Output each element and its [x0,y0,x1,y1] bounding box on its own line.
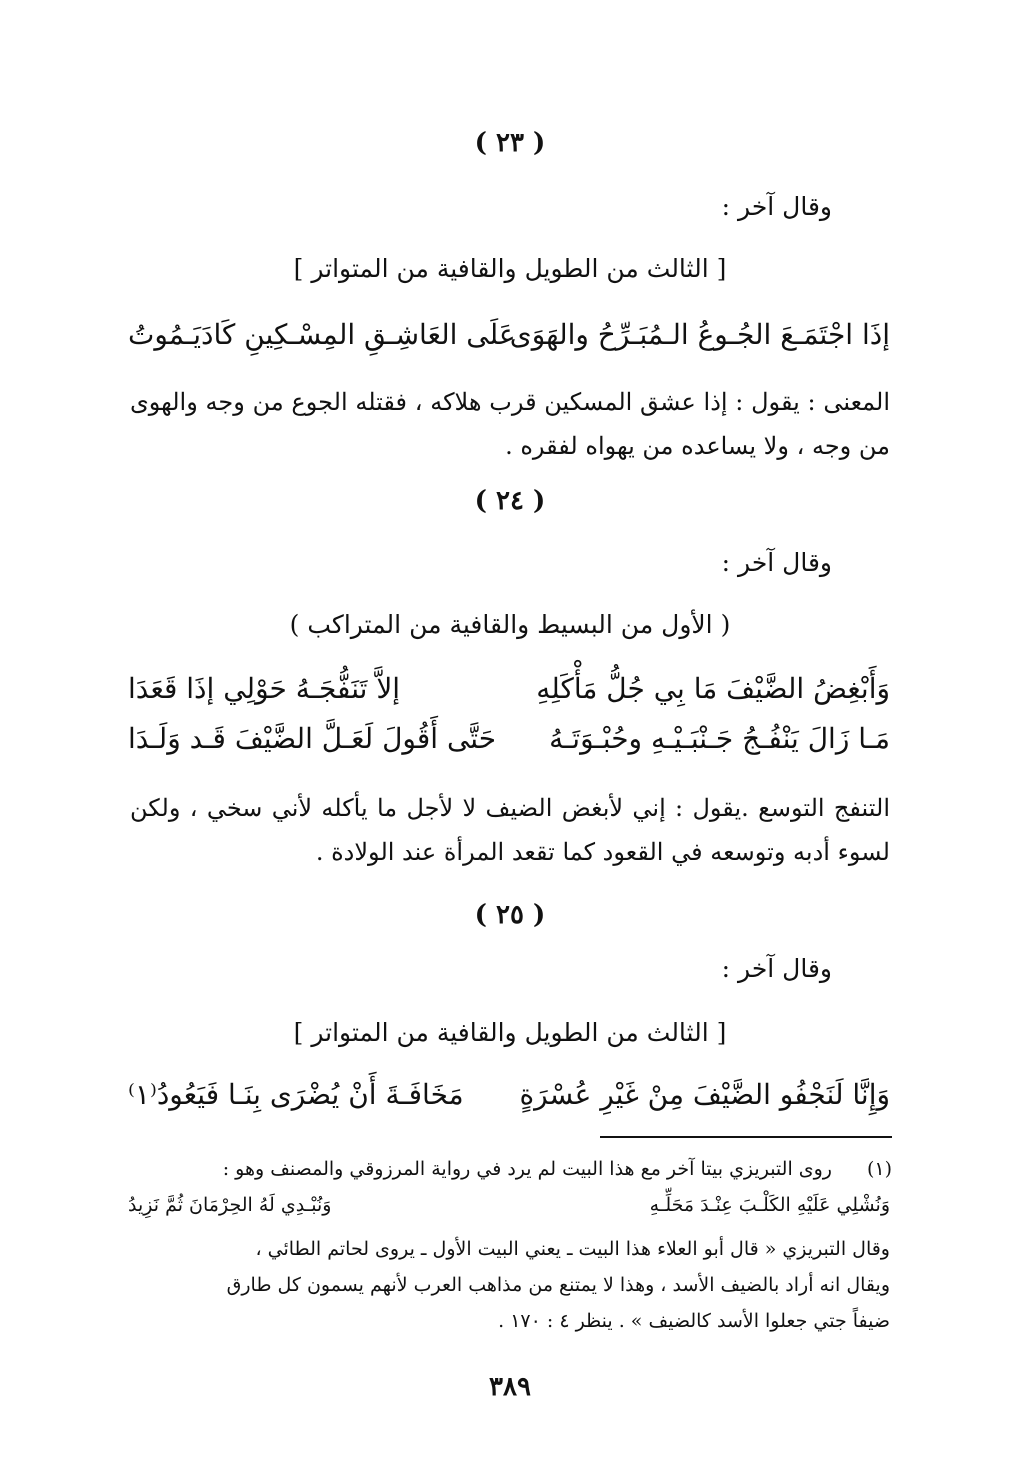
footnote-separator [600,1136,892,1138]
verse-23-1-first-hemistich: إذَا اجْتَمَـعَ الجُـوعُ الـمُبَـرِّحُ والهَوَى [509,318,890,351]
section-number-23: ( ٢٣ ) [474,128,546,158]
meter-label-25: [ الثالث من الطويل والقافية من المتواتر ] [293,1018,727,1047]
verse-24-2-first-hemistich: مَـا زَالَ يَنْفُـجُ جَـنْبَـيْـهِ وحُبْـوَتَـهُ [549,722,890,755]
verse-25-1-second-hemistich: مَخَافَـةَ أَنْ يُضْرَى بِنَـا فَيَعُودُ⁽١⁾ [128,1078,464,1111]
section-intro-24: وقال آخر : [721,548,832,577]
footnote-line-2: وقال التبريزي « قال أبو العلاء هذا البيت ـ يعني البيت الأول ـ يروى لحاتم الطائي ، [255,1238,890,1260]
verse-25-1-first-hemistich: وَإِنَّا لَنَجْفُو الضَّيْفَ مِنْ غَيْرِ عُسْرَةٍ [519,1078,890,1111]
verse-23-1-second-hemistich: عَلَى العَاشِـقِ المِسْـكِينِ كَادَيَـمُوتُ [128,318,516,351]
meter-label-23: [ الثالث من الطويل والقافية من المتواتر ] [293,254,727,283]
verse-24-1-first-hemistich: وَأَبْغِضُ الضَّيْفَ مَا بِي جُلُّ مَأْكَلِهِ [536,672,890,705]
commentary-24: التنفج التوسع .يقول : إني لأبغض الضيف لا لأجل ما يأكله لأني سخي ، ولكن لسوء أدبه وتوسعه في القعود كما تقعد المرأة عند الولادة . [130,794,890,866]
commentary-23: المعنى : يقول : إذا عشق المسكين قرب هلاكه ، فقتله الجوع من وجه والهوى من وجه ، ولا يساعده من يهواه لفقره . [130,388,891,460]
footnote-verse-first-hemistich: وَنُشْلِي عَلَيْهِ الكَلْـبَ عِنْـدَ مَحَلِّـهِ [649,1194,890,1216]
meter-label-24: ( الأول من البسيط والقافية من المتراكب ) [289,610,731,639]
section-intro-23: وقال آخر : [721,192,832,221]
section-number-24: ( ٢٤ ) [474,486,546,516]
footnote-verse-second-hemistich: وَنُبْـدِي لَهُ الحِرْمَانَ ثُمَّ نَزِيدُ [128,1194,332,1216]
footnote-line-4: ضيفاً جتي جعلوا الأسد كالضيف » . ينظر ٤ : ١٧٠ . [498,1310,890,1332]
section-number-25: ( ٢٥ ) [474,900,546,930]
verse-24-2-second-hemistich: حَتَّى أَقُولَ لَعَـلَّ الضَّيْفَ قَـد وَلَـدَا [128,722,497,755]
page-number: ٣٨٩ [489,1372,531,1402]
verse-24-1-second-hemistich: إلاَّ تَنَفُّجَـهُ حَوْلِي إذَا قَعَدَا [128,672,401,705]
section-intro-25: وقال آخر : [721,954,832,983]
footnote-line-1: روى التبريزي بيتا آخر مع هذا البيت لم يرد في رواية المرزوقي والمصنف وهو : [222,1158,832,1180]
footnote-line-3: ويقال انه أراد بالضيف الأسد ، وهذا لا يمتنع من مذاهب العرب لأنهم يسمون كل طارق [226,1274,890,1296]
footnote-marker: (١) [866,1158,892,1180]
